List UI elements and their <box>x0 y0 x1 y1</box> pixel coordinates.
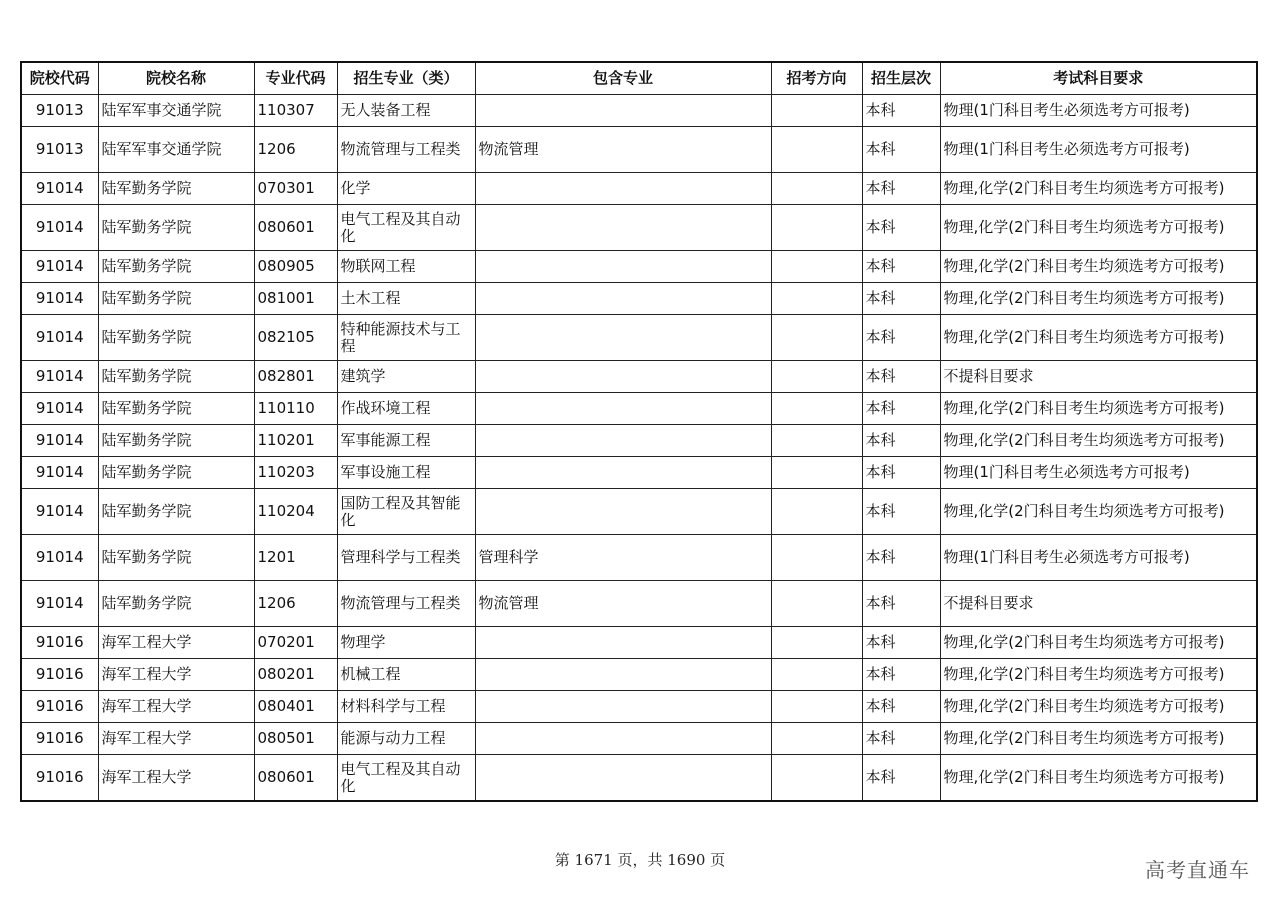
cell-subject-requirement: 物理(1门科目考生必须选考方可报考) <box>940 127 1257 173</box>
cell-direction <box>771 755 862 802</box>
cell-school-name: 陆军勤务学院 <box>98 425 254 457</box>
cell-major: 管理科学与工程类 <box>337 535 475 581</box>
cell-major: 军事设施工程 <box>337 457 475 489</box>
table-row <box>21 627 1257 659</box>
cell-included-majors <box>475 489 771 535</box>
cell-school-code: 91016 <box>21 755 98 802</box>
cell-major-code: 080501 <box>254 723 337 755</box>
cell-major: 土木工程 <box>337 283 475 315</box>
cell-subject-requirement: 物理,化学(2门科目考生均须选考方可报考) <box>940 251 1257 283</box>
cell-major-code: 1206 <box>254 127 337 173</box>
cell-major-code: 082105 <box>254 315 337 361</box>
cell-major: 无人装备工程 <box>337 95 475 127</box>
cell-subject-requirement: 物理,化学(2门科目考生均须选考方可报考) <box>940 205 1257 251</box>
cell-direction <box>771 691 862 723</box>
cell-school-name: 陆军军事交通学院 <box>98 95 254 127</box>
cell-school-code: 91013 <box>21 127 98 173</box>
cell-level: 本科 <box>862 489 940 535</box>
cell-direction <box>771 127 862 173</box>
cell-major: 材料科学与工程 <box>337 691 475 723</box>
header-school-code: 院校代码 <box>21 62 98 95</box>
cell-included-majors <box>475 283 771 315</box>
table-row <box>21 425 1257 457</box>
cell-school-name: 海军工程大学 <box>98 659 254 691</box>
cell-school-name: 陆军勤务学院 <box>98 393 254 425</box>
header-level: 招生层次 <box>862 62 940 95</box>
page-number: 第 1671 页，共 1690 页 <box>554 851 726 869</box>
cell-school-code: 91016 <box>21 723 98 755</box>
cell-subject-requirement: 物理,化学(2门科目考生均须选考方可报考) <box>940 393 1257 425</box>
cell-school-name: 陆军勤务学院 <box>98 251 254 283</box>
cell-direction <box>771 659 862 691</box>
cell-included-majors <box>475 95 771 127</box>
cell-included-majors <box>475 659 771 691</box>
table-row <box>21 283 1257 315</box>
cell-major-code: 110203 <box>254 457 337 489</box>
cell-major: 建筑学 <box>337 361 475 393</box>
cell-major-code: 1206 <box>254 581 337 627</box>
cell-direction <box>771 315 862 361</box>
cell-school-code: 91014 <box>21 581 98 627</box>
cell-subject-requirement: 物理,化学(2门科目考生均须选考方可报考) <box>940 315 1257 361</box>
cell-level: 本科 <box>862 127 940 173</box>
cell-subject-requirement: 物理,化学(2门科目考生均须选考方可报考) <box>940 173 1257 205</box>
cell-school-code: 91013 <box>21 95 98 127</box>
cell-major-code: 080201 <box>254 659 337 691</box>
cell-major-code: 080601 <box>254 205 337 251</box>
cell-school-code: 91016 <box>21 691 98 723</box>
cell-school-code: 91014 <box>21 535 98 581</box>
cell-major: 物流管理与工程类 <box>337 127 475 173</box>
cell-major-code: 080601 <box>254 755 337 802</box>
cell-major-code: 080401 <box>254 691 337 723</box>
cell-level: 本科 <box>862 173 940 205</box>
cell-level: 本科 <box>862 315 940 361</box>
header-direction: 招考方向 <box>771 62 862 95</box>
cell-level: 本科 <box>862 691 940 723</box>
table-row <box>21 581 1257 627</box>
cell-subject-requirement: 物理(1门科目考生必须选考方可报考) <box>940 95 1257 127</box>
cell-major: 化学 <box>337 173 475 205</box>
cell-included-majors: 管理科学 <box>475 535 771 581</box>
cell-school-name: 海军工程大学 <box>98 755 254 802</box>
cell-major: 国防工程及其智能化 <box>337 489 475 535</box>
cell-subject-requirement: 物理,化学(2门科目考生均须选考方可报考) <box>940 627 1257 659</box>
table-row <box>21 489 1257 535</box>
cell-major-code: 070201 <box>254 627 337 659</box>
cell-direction <box>771 95 862 127</box>
cell-level: 本科 <box>862 659 940 691</box>
cell-included-majors <box>475 173 771 205</box>
cell-school-name: 陆军勤务学院 <box>98 205 254 251</box>
cell-school-code: 91016 <box>21 659 98 691</box>
cell-subject-requirement: 物理,化学(2门科目考生均须选考方可报考) <box>940 755 1257 802</box>
cell-subject-requirement: 物理,化学(2门科目考生均须选考方可报考) <box>940 659 1257 691</box>
cell-direction <box>771 581 862 627</box>
cell-major: 机械工程 <box>337 659 475 691</box>
table-row <box>21 95 1257 127</box>
table-row <box>21 315 1257 361</box>
cell-included-majors: 物流管理 <box>475 127 771 173</box>
cell-direction <box>771 425 862 457</box>
cell-subject-requirement: 物理,化学(2门科目考生均须选考方可报考) <box>940 283 1257 315</box>
header-included-majors: 包含专业 <box>475 62 771 95</box>
cell-subject-requirement: 物理(1门科目考生必须选考方可报考) <box>940 535 1257 581</box>
header-major-code: 专业代码 <box>254 62 337 95</box>
cell-school-name: 陆军勤务学院 <box>98 361 254 393</box>
cell-included-majors <box>475 361 771 393</box>
admission-table <box>20 61 1258 802</box>
table-row <box>21 361 1257 393</box>
cell-subject-requirement: 不提科目要求 <box>940 361 1257 393</box>
cell-included-majors <box>475 723 771 755</box>
cell-included-majors <box>475 315 771 361</box>
cell-level: 本科 <box>862 283 940 315</box>
cell-subject-requirement: 物理,化学(2门科目考生均须选考方可报考) <box>940 489 1257 535</box>
cell-school-code: 91014 <box>21 425 98 457</box>
cell-direction <box>771 489 862 535</box>
cell-included-majors <box>475 627 771 659</box>
cell-major: 电气工程及其自动化 <box>337 755 475 802</box>
cell-direction <box>771 251 862 283</box>
watermark-text: 高考直通车 <box>1145 858 1250 882</box>
cell-included-majors <box>475 691 771 723</box>
cell-major-code: 110307 <box>254 95 337 127</box>
header-major: 招生专业（类） <box>337 62 475 95</box>
cell-level: 本科 <box>862 361 940 393</box>
cell-major: 物联网工程 <box>337 251 475 283</box>
table-row <box>21 535 1257 581</box>
cell-major: 能源与动力工程 <box>337 723 475 755</box>
cell-school-code: 91014 <box>21 489 98 535</box>
cell-level: 本科 <box>862 205 940 251</box>
cell-level: 本科 <box>862 723 940 755</box>
cell-included-majors <box>475 755 771 802</box>
cell-included-majors <box>475 251 771 283</box>
cell-major-code: 1201 <box>254 535 337 581</box>
cell-major-code: 110201 <box>254 425 337 457</box>
table-row <box>21 755 1257 802</box>
cell-included-majors <box>475 425 771 457</box>
cell-major-code: 080905 <box>254 251 337 283</box>
cell-school-name: 海军工程大学 <box>98 691 254 723</box>
cell-level: 本科 <box>862 535 940 581</box>
table-row <box>21 251 1257 283</box>
cell-school-code: 91014 <box>21 205 98 251</box>
cell-school-code: 91014 <box>21 283 98 315</box>
cell-subject-requirement: 物理,化学(2门科目考生均须选考方可报考) <box>940 723 1257 755</box>
cell-level: 本科 <box>862 755 940 802</box>
table-row <box>21 173 1257 205</box>
cell-major: 电气工程及其自动化 <box>337 205 475 251</box>
cell-school-name: 陆军勤务学院 <box>98 283 254 315</box>
cell-school-code: 91014 <box>21 393 98 425</box>
cell-major-code: 081001 <box>254 283 337 315</box>
cell-school-code: 91014 <box>21 251 98 283</box>
cell-direction <box>771 283 862 315</box>
cell-school-code: 91014 <box>21 315 98 361</box>
cell-included-majors <box>475 393 771 425</box>
cell-level: 本科 <box>862 251 940 283</box>
cell-school-code: 91014 <box>21 457 98 489</box>
cell-school-name: 海军工程大学 <box>98 627 254 659</box>
cell-major: 特种能源技术与工程 <box>337 315 475 361</box>
cell-direction <box>771 205 862 251</box>
header-subject-requirement: 考试科目要求 <box>940 62 1257 95</box>
table-row <box>21 205 1257 251</box>
cell-direction <box>771 457 862 489</box>
table-row <box>21 659 1257 691</box>
cell-direction <box>771 535 862 581</box>
cell-major: 物流管理与工程类 <box>337 581 475 627</box>
cell-major-code: 070301 <box>254 173 337 205</box>
header-school-name: 院校名称 <box>98 62 254 95</box>
table-row <box>21 457 1257 489</box>
cell-school-name: 陆军勤务学院 <box>98 315 254 361</box>
table-row <box>21 691 1257 723</box>
cell-level: 本科 <box>862 457 940 489</box>
cell-major-code: 082801 <box>254 361 337 393</box>
cell-school-name: 海军工程大学 <box>98 723 254 755</box>
cell-school-name: 陆军勤务学院 <box>98 457 254 489</box>
cell-direction <box>771 173 862 205</box>
table-row <box>21 723 1257 755</box>
cell-major-code: 110204 <box>254 489 337 535</box>
cell-major-code: 110110 <box>254 393 337 425</box>
cell-school-code: 91014 <box>21 173 98 205</box>
cell-subject-requirement: 不提科目要求 <box>940 581 1257 627</box>
cell-direction <box>771 393 862 425</box>
header-row <box>21 62 1257 95</box>
cell-major: 作战环境工程 <box>337 393 475 425</box>
cell-direction <box>771 361 862 393</box>
table-row <box>21 127 1257 173</box>
cell-school-name: 陆军勤务学院 <box>98 581 254 627</box>
cell-level: 本科 <box>862 95 940 127</box>
cell-subject-requirement: 物理(1门科目考生必须选考方可报考) <box>940 457 1257 489</box>
cell-school-name: 陆军军事交通学院 <box>98 127 254 173</box>
cell-direction <box>771 627 862 659</box>
cell-school-code: 91014 <box>21 361 98 393</box>
cell-major: 军事能源工程 <box>337 425 475 457</box>
table-row <box>21 393 1257 425</box>
cell-school-code: 91016 <box>21 627 98 659</box>
cell-school-name: 陆军勤务学院 <box>98 489 254 535</box>
cell-school-name: 陆军勤务学院 <box>98 535 254 581</box>
cell-level: 本科 <box>862 581 940 627</box>
cell-level: 本科 <box>862 393 940 425</box>
cell-subject-requirement: 物理,化学(2门科目考生均须选考方可报考) <box>940 691 1257 723</box>
cell-direction <box>771 723 862 755</box>
cell-level: 本科 <box>862 627 940 659</box>
cell-included-majors <box>475 457 771 489</box>
cell-level: 本科 <box>862 425 940 457</box>
cell-subject-requirement: 物理,化学(2门科目考生均须选考方可报考) <box>940 425 1257 457</box>
cell-included-majors: 物流管理 <box>475 581 771 627</box>
cell-major: 物理学 <box>337 627 475 659</box>
cell-included-majors <box>475 205 771 251</box>
cell-school-name: 陆军勤务学院 <box>98 173 254 205</box>
